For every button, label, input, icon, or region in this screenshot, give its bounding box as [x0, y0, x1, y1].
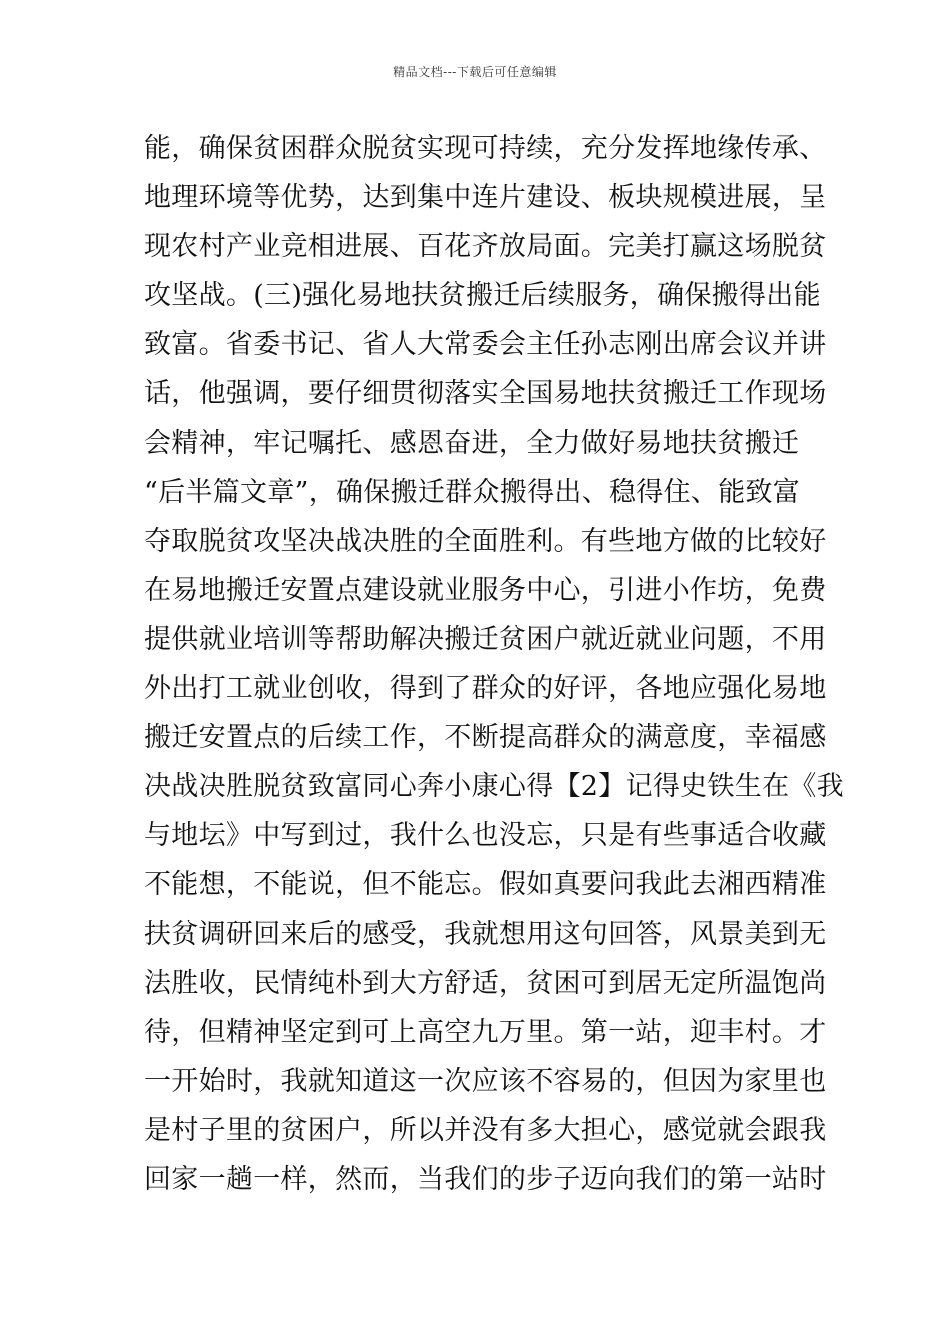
- text-line: 夺取脱贫攻坚决战决胜的全面胜利。有些地方做的比较好: [144, 525, 827, 557]
- text-line: 扶贫调研回来后的感受，我就想用这句回答，风景美到无: [144, 918, 827, 950]
- text-line: 决战决胜脱贫致富同心奔小康心得【2】记得史铁生在《我: [144, 771, 844, 803]
- text-line: 致富。省委书记、省人大常委会主任孙志刚出席会议并讲: [144, 329, 827, 361]
- text-line: 话，他强调，要仔细贯彻落实全国易地扶贫搬迁工作现场: [144, 378, 827, 410]
- text-line: 与地坛》中写到过，我什么也没忘，只是有些事适合收藏: [144, 820, 827, 852]
- text-line: 不能想，不能说，但不能忘。假如真要问我此去湘西精准: [144, 869, 827, 901]
- text-line: 回家一趟一样，然而，当我们的步子迈向我们的第一站时: [144, 1163, 827, 1195]
- text-line: 法胜收，民情纯朴到大方舒适，贫困可到居无定所温饱尚: [144, 967, 827, 999]
- document-body: [144, 124, 844, 1204]
- text-line: 攻坚战。(三)强化易地扶贫搬迁后续服务，确保搬得出能: [144, 280, 821, 312]
- text-line: 能，确保贫困群众脱贫实现可持续，充分发挥地缘传承、: [144, 133, 827, 164]
- page-header: 精品文档---下载后可任意编辑: [393, 65, 557, 79]
- text-line: 提供就业培训等帮助解决搬迁贫困户就近就业问题，不用: [144, 623, 827, 655]
- text-line: 是村子里的贫困户，所以并没有多大担心，感觉就会跟我: [144, 1114, 827, 1146]
- text-line: 待，但精神坚定到可上高空九万里。第一站，迎丰村。才: [144, 1016, 827, 1048]
- text-line: 在易地搬迁安置点建设就业服务中心，引进小作坊，免费: [144, 574, 827, 606]
- text-line: 会精神，牢记嘱托、感恩奋进，全力做好易地扶贫搬迁: [144, 427, 800, 459]
- text-line: 搬迁安置点的后续工作，不断提高群众的满意度，幸福感: [144, 722, 827, 754]
- text-line: 现农村产业竞相进展、百花齐放局面。完美打赢这场脱贫: [144, 231, 827, 263]
- text-line: 地理环境等优势，达到集中连片建设、板块规模进展，呈: [144, 182, 827, 214]
- text-line: 一开始时，我就知道这一次应该不容易的，但因为家里也: [144, 1065, 827, 1097]
- text-line: “后半篇文章”，确保搬迁群众搬得出、稳得住、能致富: [144, 476, 801, 508]
- text-line: 外出打工就业创收，得到了群众的好评，各地应强化易地: [144, 673, 827, 705]
